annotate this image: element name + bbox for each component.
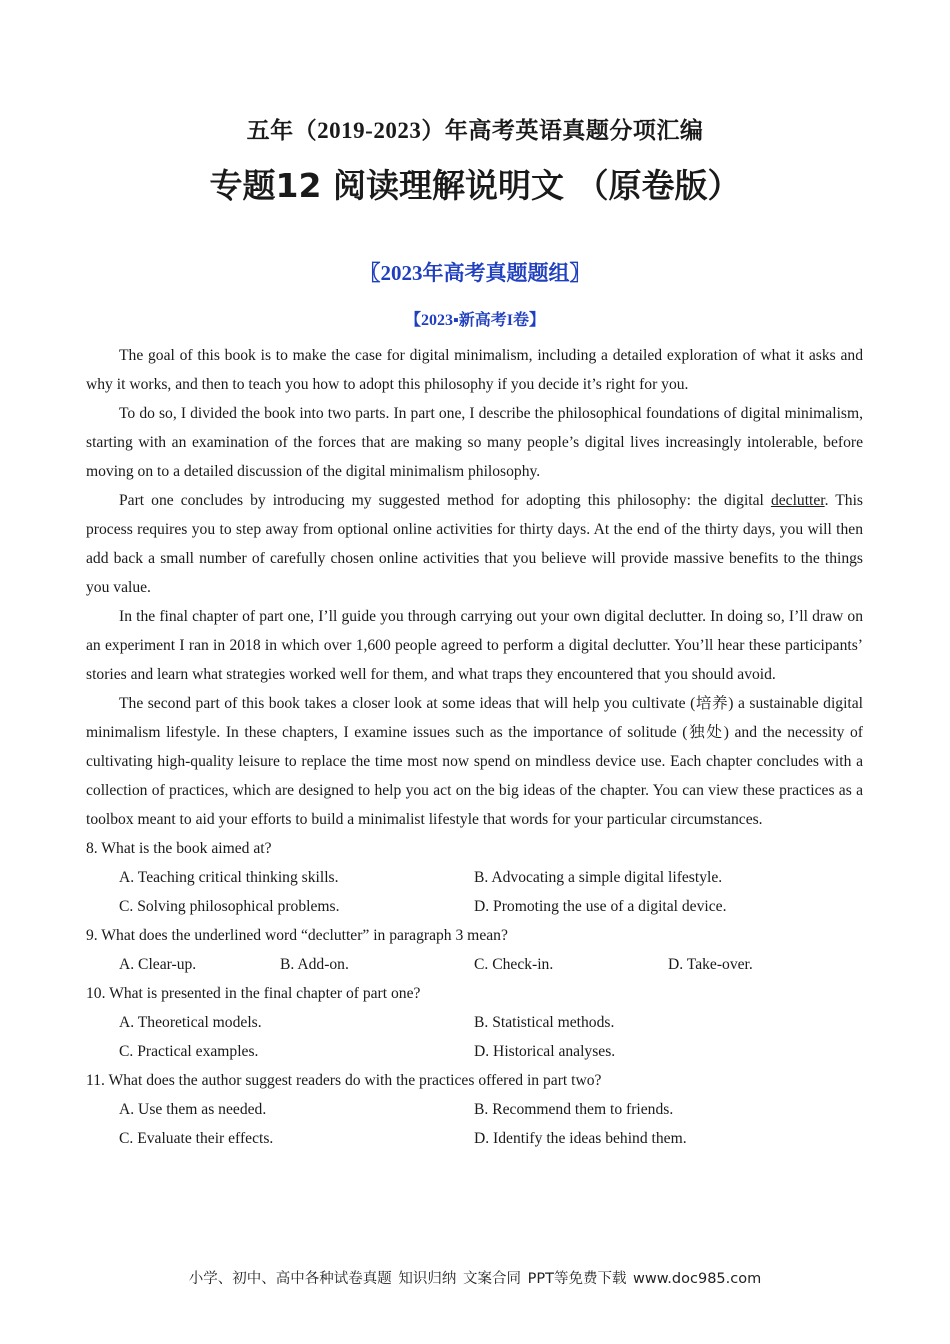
passage-paragraph-5: The second part of this book takes a closer look at some ideas that will help you cultivate (培养) a sustainable digital minimalism lifestyle. In these chapters, I examine issues such as the importance of solitude (独处) and the necessity of cultivating high-quality leisure to replace the time most now spend on mindless device use. Each chapter concludes with a collection of practices, which are designed to help you act on the big ideas of the chapter. You can view these practices as a toolbox meant to aid your efforts to build a minimalist lifestyle that words for your particular circumstances. — [86, 695, 863, 828]
document-subtitle: 五年（2019-2023）年高考英语真题分项汇编 — [246, 118, 704, 143]
option-d: D. Historical analyses. — [474, 1043, 616, 1060]
option-b: B. Add-on. — [280, 956, 349, 973]
option-a: A. Clear-up. — [119, 956, 197, 973]
answer-options — [86, 1037, 863, 1066]
paragraph-3-text-before: Part one concludes by introducing my suggested method for adopting this philosophy: the digital — [119, 492, 771, 509]
paragraph-3-text-after: . This process requires you to step away from optional online activities for thirty days. At the end of the thirty days, you will then add back a small number of carefully chosen online activities that you believe will provide massive benefits to the things you value. — [86, 492, 863, 596]
option-d: D. Identify the ideas behind them. — [474, 1130, 687, 1147]
answer-options — [86, 1124, 863, 1153]
answer-options — [86, 1008, 863, 1037]
answer-options — [86, 950, 863, 979]
option-a: A. Teaching critical thinking skills. — [119, 869, 339, 886]
question-stem: 10. What is presented in the final chapter of part one? — [86, 985, 421, 1002]
underlined-word: declutter — [770, 492, 825, 509]
question-stem: 9. What does the underlined word “declutter” in paragraph 3 mean? — [86, 927, 508, 944]
option-d: D. Promoting the use of a digital device. — [474, 898, 727, 915]
option-c: C. Practical examples. — [119, 1043, 259, 1060]
question-stem: 8. What is the book aimed at? — [86, 840, 272, 857]
passage-paragraph-1: The goal of this book is to make the case for digital minimalism, including a detailed exploration of what it asks and why it works, and then to teach you how to adopt this philosophy if you decide it’s right for you. — [86, 347, 863, 393]
answer-options — [86, 1095, 863, 1124]
passage-paragraph-4: In the final chapter of part one, I’ll guide you through carrying out your own digital declutter. In doing so, I’ll draw on an experiment I ran in 2018 in which over 1,600 people agreed to perform a digital declutter. You’ll hear these participants’ stories and learn what strategies worked well for them, and what traps they encountered that you should avoid. — [86, 608, 863, 683]
exam-source-tag: 【2023▪新高考I卷】 — [405, 312, 545, 329]
option-c: C. Check-in. — [474, 956, 554, 973]
answer-options — [86, 892, 863, 921]
option-d: D. Take-over. — [668, 956, 753, 973]
passage-paragraph-3 — [86, 486, 863, 602]
section-heading: 〖2023年高考真题题组〗 — [359, 261, 591, 285]
option-b: B. Advocating a simple digital lifestyle. — [474, 869, 723, 886]
answer-options — [86, 863, 863, 892]
passage-paragraph-2: To do so, I divided the book into two parts. In part one, I describe the philosophical foundations of digital minimalism, starting with an examination of the forces that are making so many people’s digital lives increasingly intolerable, before moving on to a detailed discussion of the digital minimalism philosophy. — [86, 405, 863, 480]
reading-passage — [86, 341, 863, 1153]
option-c: C. Solving philosophical problems. — [119, 898, 340, 915]
option-b: B. Statistical methods. — [474, 1014, 615, 1031]
option-a: A. Use them as needed. — [119, 1101, 267, 1118]
option-b: B. Recommend them to friends. — [474, 1101, 674, 1118]
page-footer: 小学、初中、高中各种试卷真题 知识归纳 文案合同 PPT等免费下载 www.doc985.com — [188, 1271, 762, 1287]
question-stem: 11. What does the author suggest readers do with the practices offered in part two? — [86, 1072, 602, 1089]
option-a: A. Theoretical models. — [119, 1014, 262, 1031]
option-c: C. Evaluate their effects. — [119, 1130, 274, 1147]
document-title: 专题12 阅读理解说明文 （原卷版） — [209, 166, 741, 205]
